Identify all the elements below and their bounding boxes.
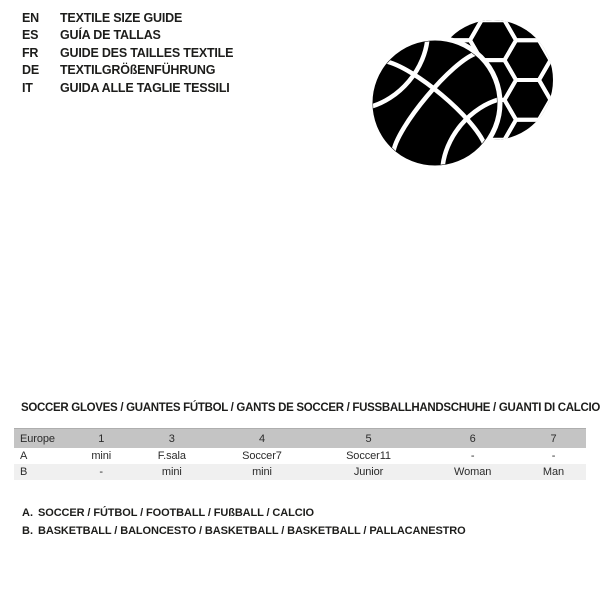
footnote-key: B.	[22, 524, 33, 537]
footnote	[22, 507, 466, 525]
language-code: EN	[22, 11, 39, 25]
language-row	[22, 11, 233, 28]
language-label: GUIDE DES TAILLES TEXTILE	[60, 45, 234, 60]
table-cell: -	[99, 466, 103, 478]
table-cell: Man	[542, 466, 565, 478]
row-label: B	[20, 466, 28, 478]
footnote-key: A.	[22, 507, 33, 519]
language-code: IT	[22, 80, 33, 95]
language-row	[22, 81, 233, 98]
language-code: FR	[22, 45, 39, 60]
table-cell: mini	[161, 466, 182, 478]
table-row	[14, 464, 586, 480]
language-row	[22, 28, 233, 45]
size-table	[14, 428, 586, 480]
column-header: 3	[132, 429, 211, 449]
table-cell: Soccer11	[346, 450, 391, 462]
language-label: GUÍA DE TALLAS	[60, 28, 161, 43]
column-header: 6	[424, 429, 521, 449]
language-row	[22, 46, 233, 63]
column-header: 7	[521, 429, 586, 449]
table-row	[14, 448, 586, 464]
size-table-header-row	[14, 429, 586, 449]
table-cell: mini	[91, 450, 112, 462]
table-cell: -	[551, 450, 556, 462]
table-cell: mini	[252, 466, 272, 478]
footnote	[22, 525, 466, 543]
column-header: Europe	[14, 429, 70, 449]
footnote-text: BASKETBALL / BALONCESTO / BASKETBALL / BASKETBALL / PALLACANESTRO	[38, 524, 466, 537]
table-cell: Woman	[454, 466, 492, 478]
table-cell: Soccer7	[242, 450, 282, 462]
language-list	[22, 11, 233, 98]
size-table-title: SOCCER GLOVES / GUANTES FÚTBOL / GANTS DE SOCCER / FUSSBALLHANDSCHUHE / GUANTI DI CALCIO	[21, 402, 600, 414]
balls-illustration	[356, 14, 558, 174]
column-header: 4	[211, 429, 312, 449]
table-cell: -	[470, 450, 475, 462]
column-header: 1	[70, 429, 132, 449]
language-label: GUIDA ALLE TAGLIE TESSILI	[60, 80, 230, 95]
column-header: 5	[313, 429, 425, 449]
row-label: A	[20, 450, 28, 462]
table-cell: Junior	[353, 466, 384, 478]
language-label: TEXTILGRÖßENFÜHRUNG	[60, 63, 216, 78]
language-code: ES	[22, 28, 39, 43]
footnote-text: SOCCER / FÚTBOL / FOOTBALL / FUßBALL / CALCIO	[38, 507, 314, 519]
language-code: DE	[22, 63, 39, 78]
language-label: TEXTILE SIZE GUIDE	[60, 11, 183, 25]
language-row	[22, 63, 233, 80]
table-cell: F.sala	[157, 450, 186, 462]
footnotes	[22, 507, 466, 542]
